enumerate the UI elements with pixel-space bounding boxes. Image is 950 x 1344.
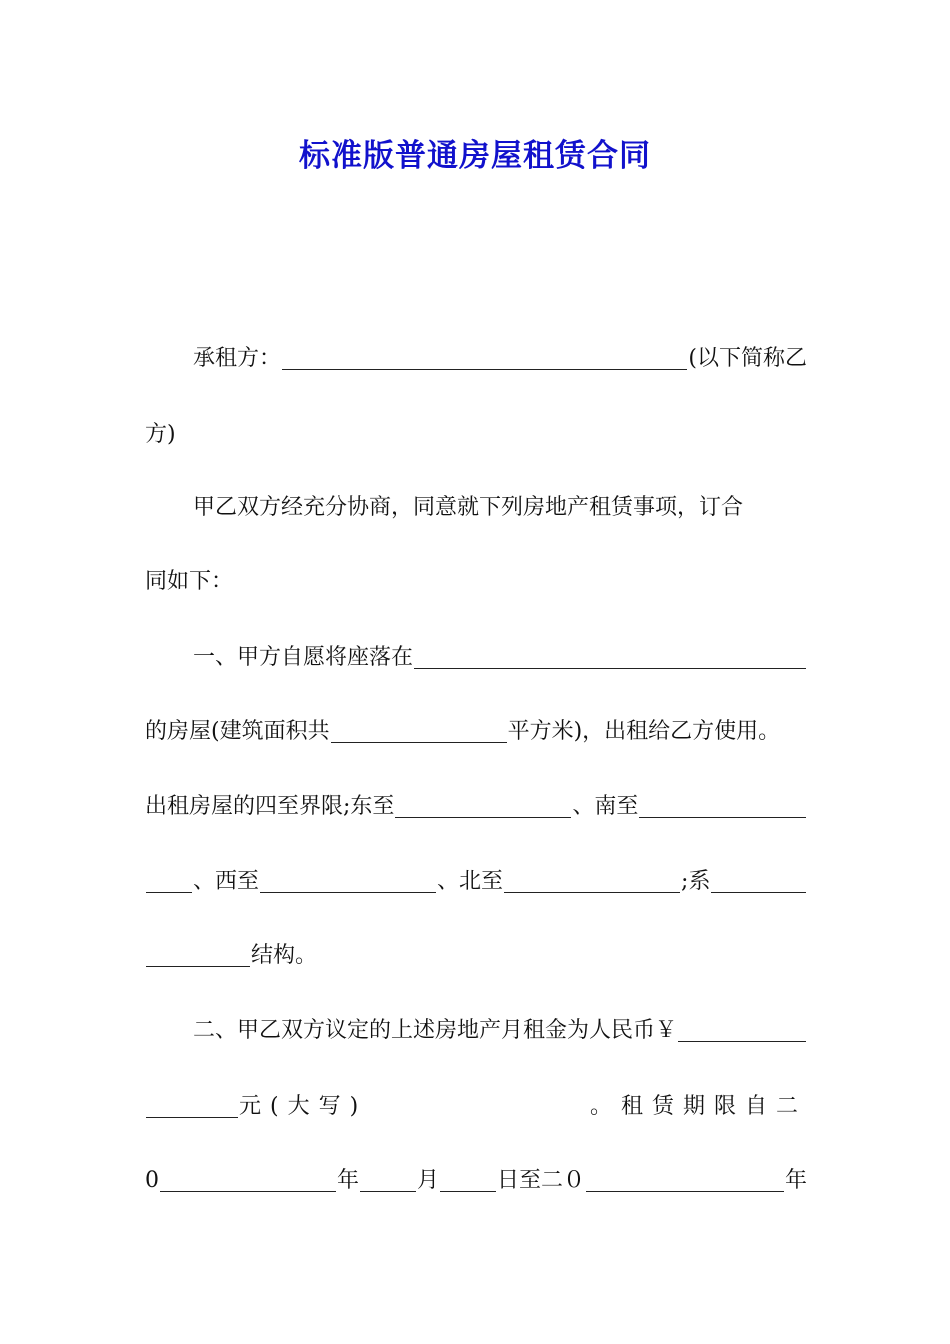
lease-term-text: 。租赁期限自二 xyxy=(589,1094,807,1119)
boundary-text: 出租房屋的四至界限;东至 xyxy=(145,794,395,819)
east-blank[interactable] xyxy=(395,795,571,818)
start-month-blank[interactable] xyxy=(360,1169,416,1192)
house-suffix: 平方米)，出租给乙方使用。 xyxy=(507,719,781,744)
year-2-text: 年 xyxy=(784,1168,807,1193)
year-1-text: 年 xyxy=(337,1168,360,1193)
start-year-blank[interactable] xyxy=(160,1169,336,1192)
lessee-label: 承租方： xyxy=(193,346,282,371)
structure-blank-cont[interactable] xyxy=(146,944,250,967)
month-1-text: 月 xyxy=(417,1168,440,1193)
clause-2-line-3 xyxy=(145,1166,807,1196)
clause-1-line-1 xyxy=(193,643,807,673)
day-to-text: 日至二０ xyxy=(497,1168,586,1193)
intro-line-1 xyxy=(193,493,807,523)
lessee-suffix: (以下简称乙 xyxy=(688,346,807,371)
intro-line-2 xyxy=(145,567,807,597)
south-blank[interactable] xyxy=(639,795,806,818)
clause-2-line-2 xyxy=(145,1092,807,1122)
clause-1-line-3 xyxy=(145,792,807,822)
clause-2-start: 二、甲乙双方议定的上述房地产月租金为人民币￥ xyxy=(193,1018,678,1043)
intro-text-1: 甲乙双方经充分协商，同意就下列房地产租赁事项，订合 xyxy=(193,495,744,520)
structure-blank[interactable] xyxy=(711,870,806,893)
south-text: 、南至 xyxy=(572,794,639,819)
structure-text: 结构。 xyxy=(251,943,318,968)
intro-text-2: 同如下： xyxy=(145,569,234,594)
north-text: 、北至 xyxy=(437,869,504,894)
rent-blank[interactable] xyxy=(678,1019,806,1042)
rent-blank-cont[interactable] xyxy=(146,1095,238,1118)
document-title: 标准版普通房屋租赁合同 xyxy=(299,138,651,174)
west-blank[interactable] xyxy=(260,870,436,893)
start-day-blank[interactable] xyxy=(440,1169,496,1192)
zero-text: 0 xyxy=(145,1168,159,1193)
lessee-suffix-2: 方) xyxy=(145,422,176,447)
north-blank[interactable] xyxy=(504,870,680,893)
location-blank[interactable] xyxy=(414,646,806,669)
lessee-line xyxy=(193,344,807,374)
clause-1-line-5 xyxy=(145,941,807,971)
yuan-capital-text: 元(大写) xyxy=(239,1094,368,1119)
clause-1-start: 一、甲方自愿将座落在 xyxy=(193,645,414,670)
clause-1-line-2 xyxy=(145,717,807,747)
west-text: 、西至 xyxy=(193,869,260,894)
clause-2-line-1 xyxy=(193,1016,807,1046)
lessee-line-2 xyxy=(145,420,807,450)
end-year-blank[interactable] xyxy=(586,1169,784,1192)
system-text: ;系 xyxy=(681,869,711,894)
lessee-name-blank[interactable] xyxy=(282,347,687,370)
clause-1-line-4 xyxy=(145,867,807,897)
area-blank[interactable] xyxy=(331,720,507,743)
south-blank-cont[interactable] xyxy=(146,870,192,893)
house-prefix: 的房屋(建筑面积共 xyxy=(145,719,330,744)
